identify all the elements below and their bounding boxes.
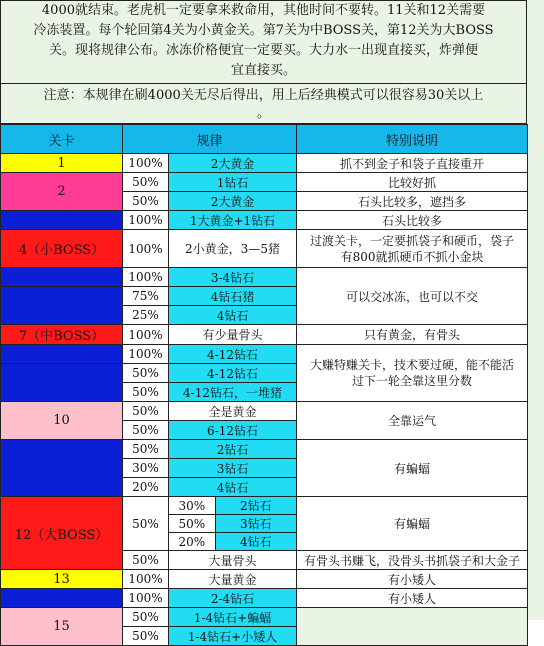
rule-cell: 大量黄金 [169, 570, 297, 589]
note-text [0, 84, 527, 124]
table-row [1, 345, 528, 364]
header-rule: 规律 [123, 125, 297, 154]
level-cell: 1 [1, 154, 123, 173]
note-cell: 有小矮人 [297, 570, 528, 589]
level-cell: 10 [1, 402, 123, 440]
pct-cell: 50% [123, 383, 169, 402]
rule-cell: 2-4钻石 [169, 589, 297, 608]
table-row [1, 608, 528, 627]
level-cell: 9 [1, 364, 123, 402]
pct-cell: 50% [123, 551, 169, 570]
sub-rule: 4钻石 [215, 533, 296, 551]
rule-cell: 2小黄金，3—5猪 [169, 230, 297, 268]
table-row [1, 497, 528, 551]
rule-cell: 2大黄金 [169, 154, 297, 173]
pct-cell: 100% [123, 345, 169, 364]
level-cell: 13 [1, 570, 123, 589]
table-row [1, 325, 528, 345]
note-cell: 只有黄金，有骨头 [297, 325, 528, 345]
sub-pct: 50% [169, 515, 215, 533]
pct-cell: 50% [123, 402, 169, 421]
note-cell: 石头比较多，遮挡多 [297, 192, 528, 211]
sub-row [169, 533, 296, 551]
table-row [1, 154, 528, 173]
table-row [1, 589, 528, 608]
note-cell: 有蝙蝠 [297, 440, 528, 497]
intro-line: 关。现将规律公布。冰冻价格便宜一定要买。大力水一出现直接买，炸弹便 [48, 43, 478, 58]
note-cell: 有小矮人 [297, 589, 528, 608]
pct-cell: 30% [123, 459, 169, 478]
note-line: 过渡关卡，一定要抓袋子和硬币，袋子 [310, 233, 515, 248]
rule-cell: 4-12钻石 [169, 345, 297, 364]
intro-line: 宜直接买。 [230, 63, 296, 78]
sub-pct: 30% [169, 497, 215, 515]
note-cell: 全靠运气 [297, 402, 528, 440]
note-cell: 有骨头书赚飞，没骨头书抓袋子和大金子 [297, 551, 528, 570]
intro-text [0, 0, 527, 84]
rule-cell: 4钻石 [169, 306, 297, 325]
note-cell: 抓不到金子和袋子直接重开 [297, 154, 528, 173]
level-cell: 15 [1, 608, 123, 646]
note-line: 有800就抓硬币不抓小金块 [340, 249, 484, 264]
intro-line: 冷冻装置。每个轮回第4关为小黄金关。第7关为中BOSS关，第12关为大BOSS [33, 23, 494, 38]
rule-cell: 2大黄金 [169, 192, 297, 211]
rule-cell: 4-12钻石，一堆猪 [169, 383, 297, 402]
pct-cell: 100% [123, 211, 169, 230]
pct-cell: 100% [123, 230, 169, 268]
pct-cell: 50% [123, 440, 169, 459]
rule-cell: 1钻石 [169, 173, 297, 192]
note-cell: 可以交冰冻，也可以不交 [297, 268, 528, 325]
table-row [1, 173, 528, 192]
level-cell: 11 [1, 440, 123, 497]
note-cell: 有蝙蝠 [297, 497, 528, 551]
level-cell: 4（小BOSS） [1, 230, 123, 268]
note-line: 。 [256, 106, 270, 121]
rule-cell: 有少量骨头 [169, 325, 297, 345]
level-cell: 6 [1, 287, 123, 325]
table-header-row [1, 125, 528, 154]
table-row [1, 402, 528, 421]
level-cell: 5 [1, 268, 123, 287]
intro-line: 4000就结束。老虎机一定要拿来救命用，其他时间不要转。11关和12关需要 [41, 3, 486, 18]
rule-cell: 2钻石 [169, 440, 297, 459]
pct-cell: 100% [123, 268, 169, 287]
rule-cell: 大量骨头 [169, 551, 297, 570]
sub-rule: 3钻石 [215, 515, 296, 533]
pct-cell: 100% [123, 589, 169, 608]
header-note: 特别说明 [297, 125, 528, 154]
pct-cell: 100% [123, 325, 169, 345]
table-row [1, 268, 528, 287]
pct-cell: 50% [123, 608, 169, 627]
level-cell: 2 [1, 173, 123, 211]
table-row [1, 230, 528, 268]
rule-cell: 1-4钻石+小矮人 [169, 627, 297, 646]
rule-cell: 1大黄金+1钻石 [169, 211, 297, 230]
note-cell [297, 230, 528, 268]
level-cell: 12（大BOSS） [1, 497, 123, 570]
rule-cell: 3钻石 [169, 459, 297, 478]
pct-cell: 75% [123, 287, 169, 306]
rule-subtable-cell [169, 497, 297, 551]
sub-row [169, 497, 296, 515]
pct-cell: 100% [123, 570, 169, 589]
rule-cell: 全是黄金 [169, 402, 297, 421]
table-row [1, 440, 528, 459]
level-cell: 8 [1, 345, 123, 364]
rule-subtable [169, 497, 296, 550]
pct-cell: 50% [123, 364, 169, 383]
level-cell: 7（中BOSS） [1, 325, 123, 345]
pct-cell: 100% [123, 154, 169, 173]
note-cell [297, 345, 528, 402]
note-cell: 石头比较多 [297, 211, 528, 230]
sub-pct: 20% [169, 533, 215, 551]
pct-cell: 20% [123, 478, 169, 497]
rules-table [0, 124, 528, 646]
pct-cell: 50% [123, 421, 169, 440]
rule-cell: 3-4钻石 [169, 268, 297, 287]
rule-cell: 4钻石 [169, 478, 297, 497]
level-cell: 14 [1, 589, 123, 608]
rule-cell: 6-12钻石 [169, 421, 297, 440]
pct-cell: 50% [123, 173, 169, 192]
pct-cell: 50% [123, 627, 169, 646]
rule-cell: 1-4钻石+蝙蝠 [169, 608, 297, 627]
rule-cell: 4钻石猪 [169, 287, 297, 306]
header-level: 关卡 [1, 125, 123, 154]
note-line: 大赚特赚关卡，技术要过硬，能不能活 [310, 358, 515, 372]
note-cell: 比较好抓 [297, 173, 528, 192]
note-line: 过下一轮全靠这里分数 [352, 374, 473, 388]
rule-cell: 4-12钻石 [169, 364, 297, 383]
sub-rule: 2钻石 [215, 497, 296, 515]
sub-row [169, 515, 296, 533]
note-cell [297, 608, 528, 646]
level-cell: 3 [1, 211, 123, 230]
pct-cell: 50% [123, 497, 169, 551]
pct-cell: 25% [123, 306, 169, 325]
table-row [1, 211, 528, 230]
table-row [1, 570, 528, 589]
note-line: 注意：本规律在刷4000关无尽后得出，用上后经典模式可以很容易30关以上 [43, 88, 484, 103]
pct-cell: 50% [123, 192, 169, 211]
